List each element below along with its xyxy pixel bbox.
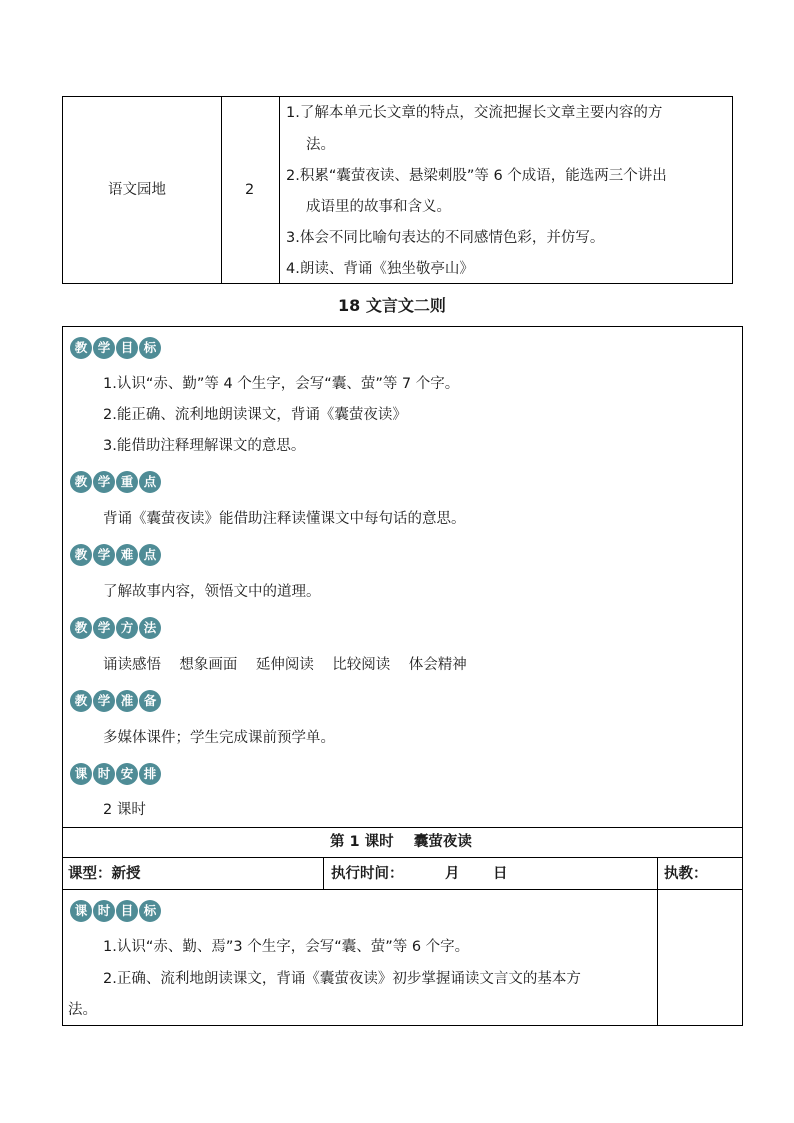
badge-char: 方 (116, 617, 138, 639)
period-title: 第 1 课时 囊萤夜读 (330, 834, 472, 850)
badge-char: 教 (70, 337, 92, 359)
badge-char: 时 (93, 763, 115, 785)
teaching-goal-line: 2.能正确、流利地朗读课文，背诵《囊萤夜读》 (103, 407, 407, 423)
methods-text: 诵读感悟 想象画面 延伸阅读 比较阅读 体会精神 (103, 657, 467, 673)
badge-char: 备 (139, 690, 161, 712)
badge-char: 目 (116, 900, 138, 922)
period-goal-line: 法。 (68, 1002, 97, 1018)
badge-char: 目 (116, 337, 138, 359)
unit-goal-line: 成语里的故事和含义。 (306, 199, 451, 215)
execution-time-label: 执行时间： (331, 866, 404, 882)
unit-goal-line: 4.朗读、背诵《独坐敬亭山》 (286, 261, 474, 277)
period-goal-line: 2.正确、流利地朗读课文，背诵《囊萤夜读》初步掌握诵读文言文的基本方 (103, 971, 581, 987)
unit-goal-line: 法。 (306, 137, 335, 153)
section-badge-teaching-goals (70, 337, 161, 359)
badge-char: 点 (139, 544, 161, 566)
execution-day: 日 (493, 866, 508, 882)
badge-char: 时 (93, 900, 115, 922)
teacher-label: 执教： (664, 866, 708, 882)
badge-char: 教 (70, 471, 92, 493)
badge-char: 重 (116, 471, 138, 493)
unit-name-cell: 语文园地 (108, 182, 166, 198)
teaching-goal-line: 1.认识“赤、勤”等 4 个生字，会写“囊、萤”等 7 个字。 (103, 376, 460, 392)
badge-char: 学 (93, 690, 115, 712)
badge-char: 教 (70, 690, 92, 712)
teaching-goal-line: 3.能借助注释理解课文的意思。 (103, 438, 306, 454)
section-badge-difficulties (70, 544, 161, 566)
badge-char: 难 (116, 544, 138, 566)
badge-char: 教 (70, 617, 92, 639)
badge-char: 排 (139, 763, 161, 785)
preparation-text: 多媒体课件；学生完成课前预学单。 (103, 730, 335, 746)
key-points-text: 背诵《囊萤夜读》能借助注释读懂课文中每句话的意思。 (103, 511, 466, 527)
difficulties-text: 了解故事内容，领悟文中的道理。 (103, 584, 321, 600)
badge-char: 法 (139, 617, 161, 639)
period-goal-line: 1.认识“赤、勤、焉”3 个生字，会写“囊、萤”等 6 个字。 (103, 939, 470, 955)
badge-char: 点 (139, 471, 161, 493)
badge-char: 标 (139, 900, 161, 922)
lesson-type-label: 课型：新授 (68, 866, 141, 882)
badge-char: 学 (93, 471, 115, 493)
badge-char: 教 (70, 544, 92, 566)
schedule-text: 2 课时 (103, 802, 146, 818)
unit-goal-line: 3.体会不同比喻句表达的不同感情色彩，并仿写。 (286, 230, 605, 246)
section-badge-schedule (70, 763, 161, 785)
lesson-title: 18 文言文二则 (338, 296, 446, 315)
badge-char: 课 (70, 900, 92, 922)
execution-month: 月 (445, 866, 460, 882)
section-badge-preparation (70, 690, 161, 712)
badge-char: 学 (93, 617, 115, 639)
section-badge-key-points (70, 471, 161, 493)
section-badge-period-goals (70, 900, 161, 922)
badge-char: 学 (93, 544, 115, 566)
badge-char: 课 (70, 763, 92, 785)
unit-hours-cell: 2 (245, 182, 255, 198)
badge-char: 学 (93, 337, 115, 359)
badge-char: 准 (116, 690, 138, 712)
unit-goal-line: 1.了解本单元长文章的特点，交流把握长文章主要内容的方 (286, 105, 663, 121)
unit-goal-line: 2.积累“囊萤夜读、悬梁刺股”等 6 个成语，能选两三个讲出 (286, 168, 667, 184)
badge-char: 标 (139, 337, 161, 359)
section-badge-methods (70, 617, 161, 639)
badge-char: 安 (116, 763, 138, 785)
